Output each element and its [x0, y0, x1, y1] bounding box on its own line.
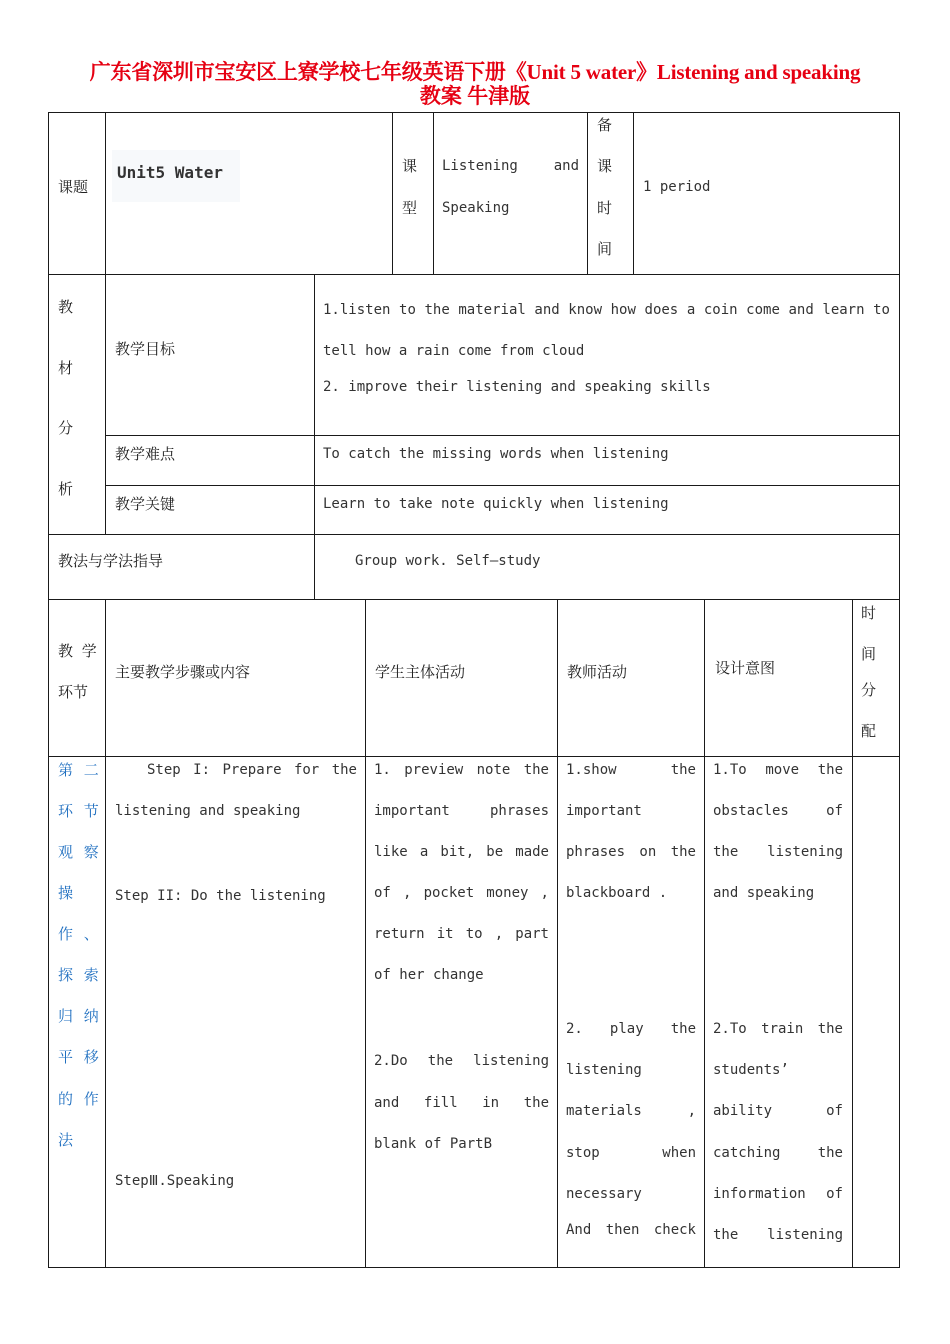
- method-value: Group work. Self—study: [355, 553, 541, 569]
- column-student-header: 学生主体活动: [375, 663, 466, 681]
- step-3: StepⅢ.Speaking: [115, 1173, 235, 1189]
- title-line-1: 广东省深圳市宝安区上寮学校七年级英语下册《Unit 5 water》Listening and speaking: [89, 60, 861, 84]
- column-design-header: 设计意图: [715, 659, 776, 677]
- column-steps-header: 主要教学步骤或内容: [115, 663, 251, 681]
- document-title: [48, 60, 902, 108]
- lesson-time-value: 1 period: [643, 179, 711, 195]
- key-text: Learn to take note quickly when listening: [323, 496, 669, 512]
- step-2: Step II: Do the listening: [115, 888, 326, 904]
- difficulty-label: 教学难点: [115, 445, 176, 463]
- topic-value: Unit5 Water: [117, 163, 223, 182]
- topic-label: 课题: [58, 178, 89, 196]
- difficulty-text: To catch the missing words when listening: [323, 446, 669, 462]
- column-teacher-header: 教师活动: [567, 663, 628, 681]
- key-label: 教学关键: [115, 495, 176, 513]
- title-line-2: 教案 牛津版: [419, 84, 531, 108]
- method-label: 教法与学法指导: [58, 552, 164, 570]
- objectives-label: 教学目标: [115, 340, 176, 358]
